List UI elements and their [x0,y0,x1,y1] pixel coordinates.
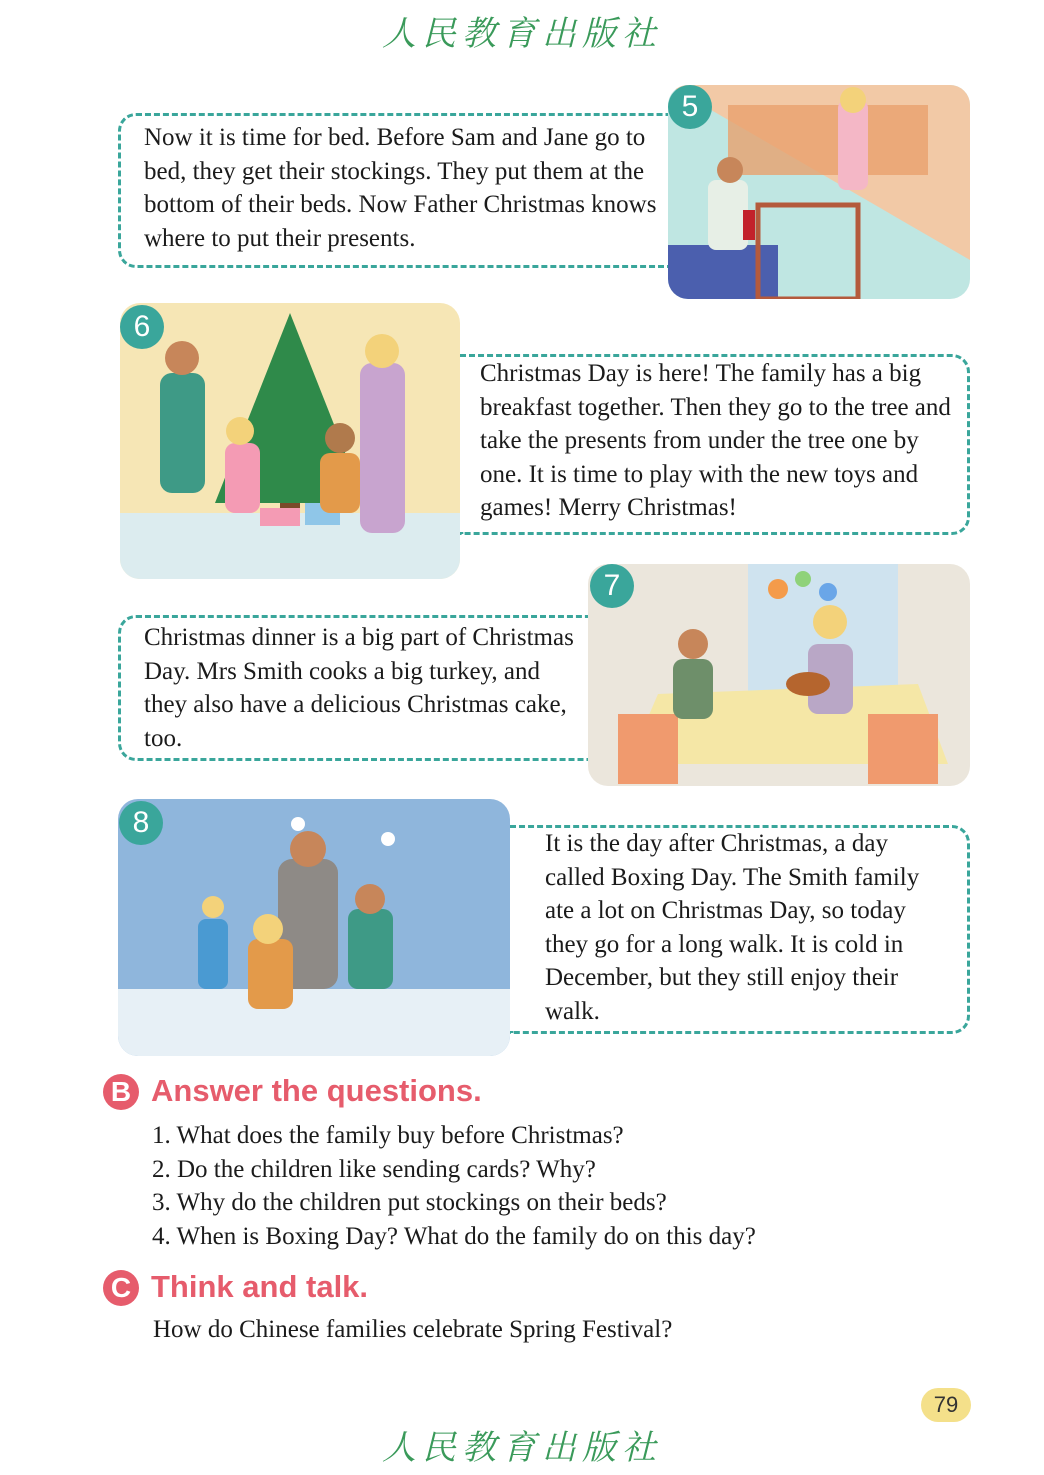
question-item: 2. Do the children like sending cards? Why? [152,1155,596,1183]
section-b-icon: B [103,1074,139,1110]
question-list [152,1119,756,1253]
question-item: 4. When is Boxing Day? What do the family do on this day? [152,1222,756,1250]
boxing-day-walk-illustration [118,799,510,1056]
christmas-dinner-illustration [588,564,970,786]
story-text-5: Now it is time for bed. Before Sam and Jane go to bed, they get their stockings. They put them at the bottom of their beds. Now Father Christmas knows where to put their presents. [144,124,657,252]
christmas-tree-illustration [120,303,460,579]
story-text-8: It is the day after Christmas, a day called Boxing Day. The Smith family ate a lot on Christmas Day, so today they go for a long walk. It is cold in December, but they still enjoy their walk. [545,830,920,1025]
question-item: 3. Why do the children put stockings on their beds? [152,1189,667,1217]
panel-number-5: 5 [668,85,712,129]
panel-number-8: 8 [119,801,163,845]
section-c-icon: C [103,1270,139,1306]
section-b-title: Answer the questions. [151,1073,482,1108]
panel-number-6: 6 [120,305,164,349]
story-text-6: Christmas Day is here! The family has a big breakfast together. Then they go to the tree and take the presents from under the tree one by one. It is time to play with the new toys and games! Merry Christmas! [480,360,951,522]
story-text-7: Christmas dinner is a big part of Christmas Day. Mrs Smith cooks a big turkey, and they also have a delicious Christmas cake, too. [144,624,574,752]
bedroom-illustration [668,85,970,299]
publisher-logo-bottom: 人民教育出版社 [382,1428,662,1468]
question-item: 1. What does the family buy before Christmas? [152,1122,624,1149]
publisher-logo-top: 人民教育出版社 [382,14,662,54]
panel-number-7: 7 [590,564,634,608]
page-number: 79 [921,1388,971,1422]
discussion-prompt: How do Chinese families celebrate Spring Festival? [153,1316,673,1343]
section-c-title: Think and talk. [151,1269,369,1304]
